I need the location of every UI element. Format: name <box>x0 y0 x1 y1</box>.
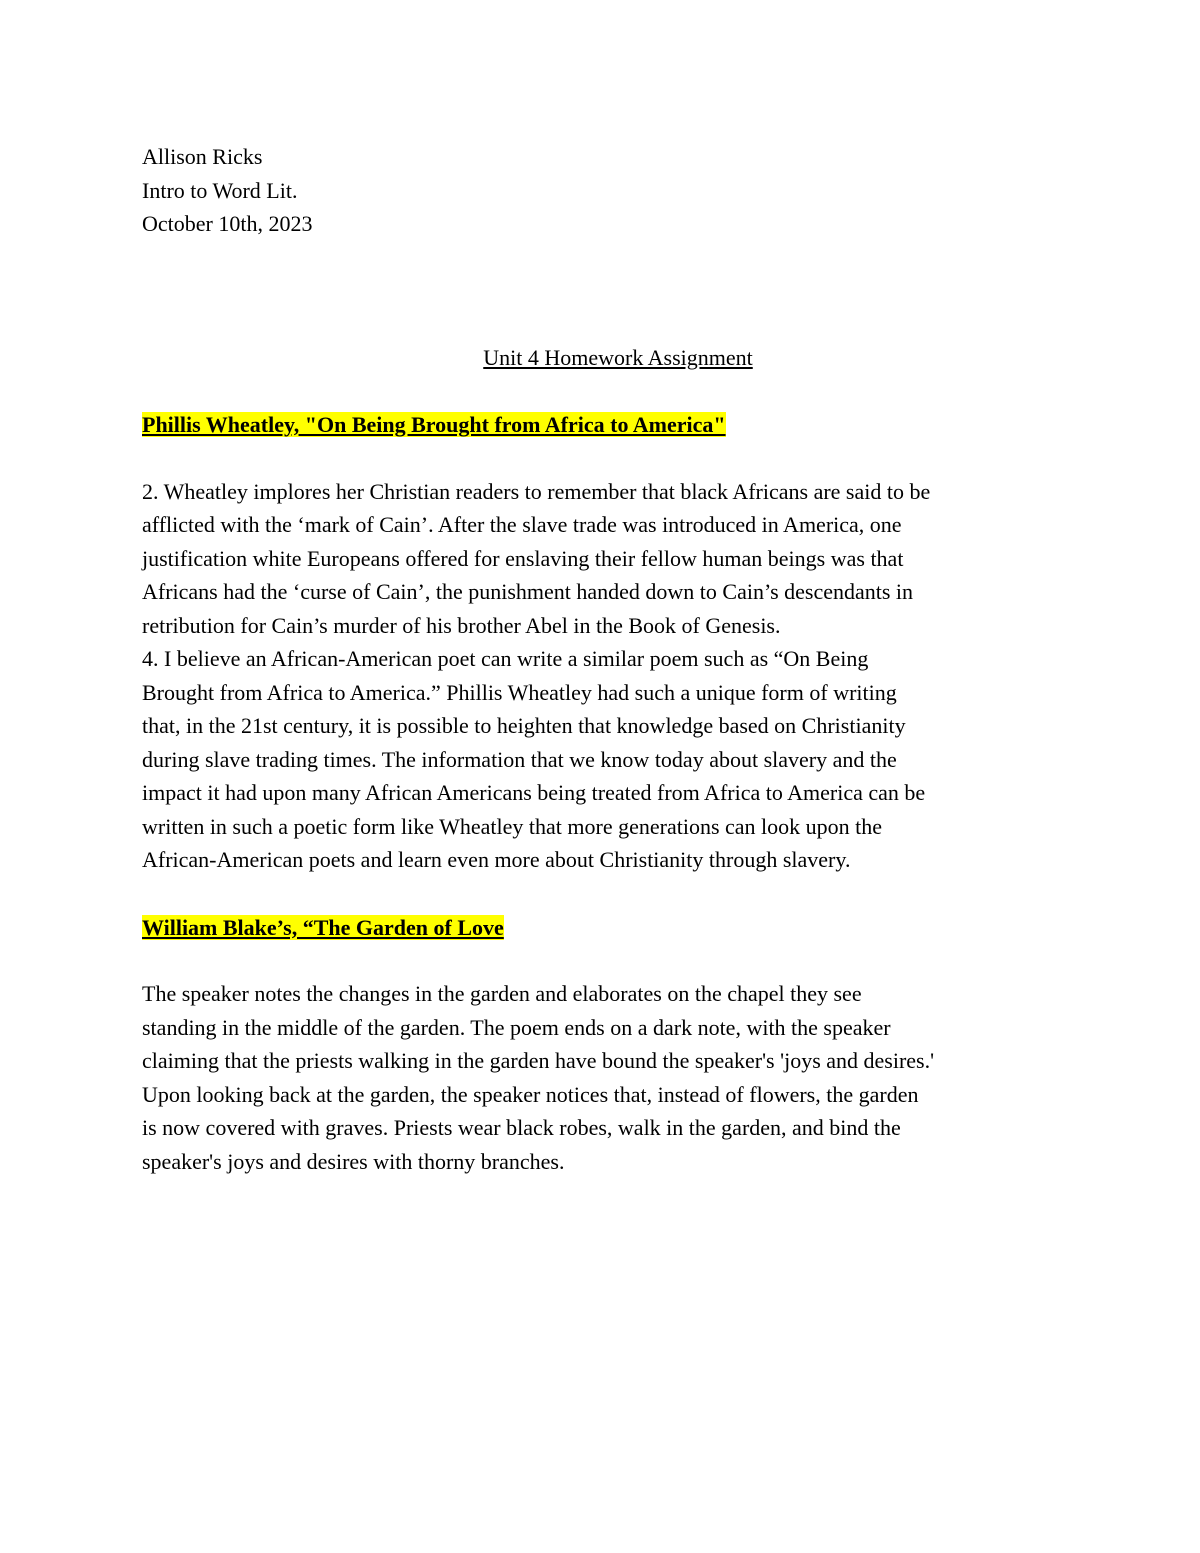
course-name: Intro to Word Lit. <box>142 177 298 203</box>
text-line: impact it had upon many African Americans being treated from Africa to America can be <box>142 780 926 805</box>
section-wheatley <box>142 408 1062 877</box>
section-heading-wheatley <box>142 408 1062 442</box>
header-block <box>142 140 1062 241</box>
highlighted-heading-text: William Blake’s, “The Garden of Love <box>142 914 504 940</box>
text-line: afflicted with the ‘mark of Cain’. After the slave trade was introduced in America, one <box>142 512 902 537</box>
document-body <box>142 140 1062 1178</box>
text-line: during slave trading times. The information that we know today about slavery and the <box>142 746 897 772</box>
text-line: speaker's joys and desires with thorny branches. <box>142 1148 565 1174</box>
assignment-date: October 10th, 2023 <box>142 211 313 236</box>
paragraph-question-2 <box>142 475 1062 643</box>
section-heading-blake <box>142 911 1062 945</box>
text-line: standing in the middle of the garden. The poem ends on a dark note, with the speaker <box>142 1014 891 1040</box>
highlighted-heading-text: Phillis Wheatley, "On Being Brought from Africa to America" <box>142 412 726 437</box>
document-title: Unit 4 Homework Assignment <box>483 344 753 370</box>
text-line: justification white Europeans offered for enslaving their fellow human beings was that <box>142 545 904 571</box>
text-line: Upon looking back at the garden, the speaker notices that, instead of flowers, the garden <box>142 1081 919 1107</box>
text-line: written in such a poetic form like Wheatley that more generations can look upon the <box>142 813 883 839</box>
text-line: African-American poets and learn even more about Christianity through slavery. <box>142 847 851 872</box>
text-line: 4. I believe an African-American poet can write a similar poem such as “On Being <box>142 646 869 671</box>
paragraph-question-4 <box>142 642 1062 877</box>
text-line: The speaker notes the changes in the garden and elaborates on the chapel they see <box>142 981 862 1006</box>
author-name: Allison Ricks <box>142 144 263 169</box>
text-line: is now covered with graves. Priests wear black robes, walk in the garden, and bind the <box>142 1115 901 1140</box>
text-line: Brought from Africa to America.” Phillis Wheatley had such a unique form of writing <box>142 679 897 705</box>
paragraph-garden-of-love <box>142 977 1062 1178</box>
text-line: Africans had the ‘curse of Cain’, the punishment handed down to Cain’s descendants in <box>142 579 914 604</box>
text-line: 2. Wheatley implores her Christian readers to remember that black Africans are said to be <box>142 478 931 504</box>
text-line: retribution for Cain’s murder of his brother Abel in the Book of Genesis. <box>142 612 781 638</box>
section-blake <box>142 911 1062 1179</box>
text-line: that, in the 21st century, it is possible to heighten that knowledge based on Christianity <box>142 713 906 738</box>
text-line: claiming that the priests walking in the garden have bound the speaker's 'joys and desires.' <box>142 1048 935 1073</box>
